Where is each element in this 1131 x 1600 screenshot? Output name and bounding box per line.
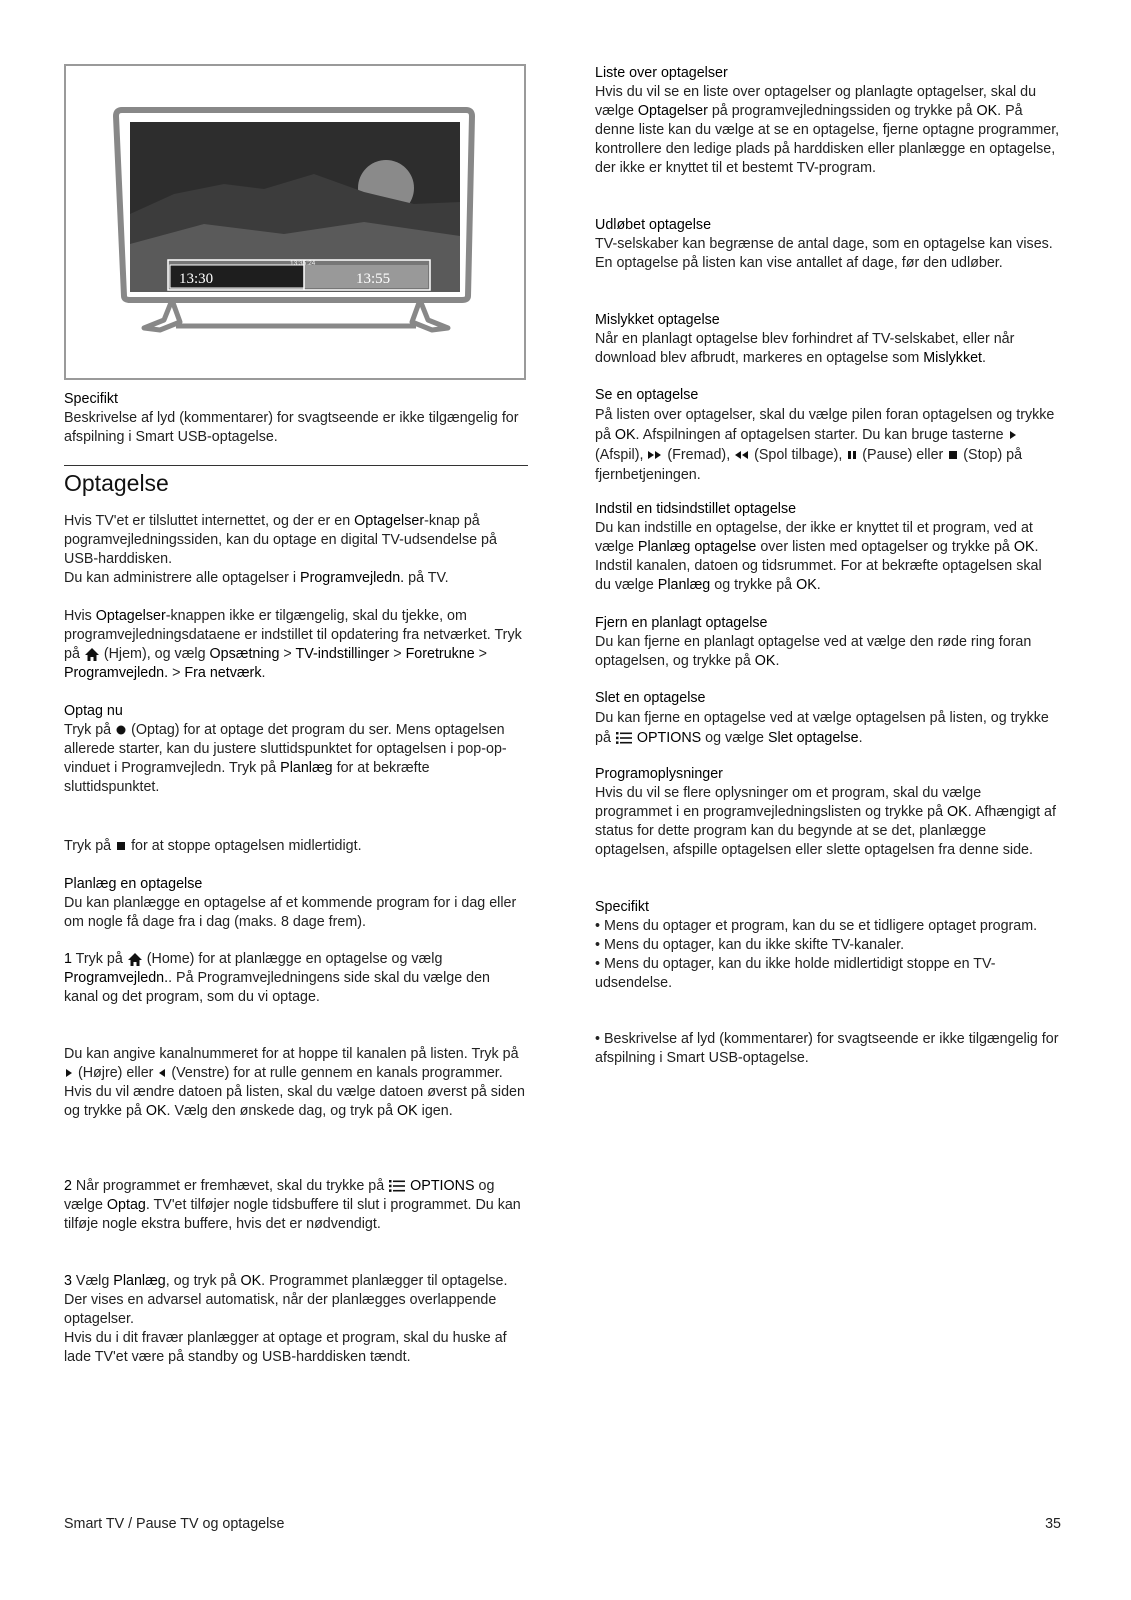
mislykket-heading: Mislykket optagelse: [595, 312, 720, 328]
slet-section: Slet en optagelse Du kan fjerne en optagelse ved at vælge optagelsen på listen, og trykke på OPTIONS og vælge Slet optagelse.: [595, 689, 1061, 748]
page-number: 35: [1045, 1516, 1061, 1532]
indstil-section: Indstil en tidsindstillet optagelse Du kan indstille en optagelse, der ikke er knyttet til et program, ved at vælge Planlæg optagelse over listen med optagelser og trykke på OK. Indstil kanalen, datoen og tidsrummet. For at bekræfte optagelsen skal du vælge Planlæg og trykke på OK.: [595, 500, 1061, 595]
planlaeg-heading: Planlæg en optagelse: [64, 876, 203, 892]
se-heading: Se en optagelse: [595, 387, 699, 403]
footer-breadcrumb: Smart TV / Pause TV og optagelse: [64, 1516, 285, 1532]
pause-icon: [846, 449, 858, 461]
home-icon: [127, 952, 143, 967]
info-section: Programoplysninger Hvis du vil se flere oplysninger om et program, skal du vælge programmet i en programvejledningslisten og trykke på OK. Afhængigt af status for dette program kan du begynde at se det, planlægge optagelsen, afspille optagelsen eller slette optagelsen fra denne side.: [595, 765, 1061, 860]
info-heading: Programoplysninger: [595, 766, 723, 782]
mislykket-section: Mislykket optagelse Når en planlagt optagelse blev forhindret af TV-selskabet, eller når download blev afbrudt, markeres en optagelse som Mislykket.: [595, 311, 1061, 368]
options-icon: [615, 731, 633, 745]
optag-nu-heading: Optag nu: [64, 703, 123, 719]
udlobet-section: Udløbet optagelse TV-selskaber kan begrænse de antal dage, som en optagelse kan vises. En optagelse på listen kan vise antallet af dage, før den udløber.: [595, 216, 1061, 273]
play-icon: [1008, 429, 1018, 441]
intro-paragraph-1: Hvis TV'et er tilsluttet internettet, og der er en Optagelser-knap på pogramvejledningssiden, kan du optage en digital TV-udsendelse på USB-harddisken. Du kan administrere alle optagelser i Programvejledn. på TV.: [64, 513, 497, 586]
intro-paragraph-2: Hvis Optagelser-knappen ikke er tilgængelig, skal du tjekke, om programvejledningsdataene er indstillet til opdatering fra netværket. Tryk på (Hjem), og vælg Opsætning > TV-indstillinger > Foretrukne > Programvejledn. > Fra netværk.: [64, 608, 522, 681]
time-end-label: 13:55: [356, 271, 391, 287]
section-divider: [64, 465, 528, 466]
time-start-label: 13:30: [179, 271, 214, 287]
specifikt-text: Beskrivelse af lyd (kommentarer) for svagtseende er ikke tilgængelig for afspilning i Smart USB-optagelse.: [64, 410, 519, 445]
time-marker-label: 13:35:24: [290, 260, 316, 267]
kanal-paragraph: Du kan angive kanalnummeret for at hoppe til kanalen på listen. Tryk på (Højre) eller (Venstre) for at rulle gennem en kanals programmer. Hvis du vil ændre datoen på listen, skal du vælge datoen øverst på siden og trykke på OK. Vælg den ønskede dag, og tryk på OK igen.: [64, 1046, 525, 1119]
stop-paragraph: Tryk på for at stoppe optagelsen midlertidigt.: [64, 838, 362, 854]
options-icon: [388, 1179, 406, 1193]
fjern-heading: Fjern en planlagt optagelse: [595, 615, 768, 631]
optag-nu-section: Optag nu Tryk på (Optag) for at optage det program du ser. Mens optagelsen allerede starter, kan du justere sluttidspunktet for optagelsen i pop-op-vinduet i Programvejledn. Tryk på Planlæg for at bekræfte sluttidspunktet.: [64, 702, 528, 797]
list-item: • Mens du optager, kan du ikke skifte TV-kanaler.: [595, 937, 905, 953]
list-item: • Mens du optager et program, kan du se et tidligere optaget program.: [595, 918, 1038, 934]
planlaeg-section: Planlæg en optagelse Du kan planlægge en optagelse af et kommende program for i dag eller om nogle få dage fra i dag (maks. 8 dage frem).: [64, 875, 528, 932]
step-3: 3 Vælg Planlæg, og tryk på OK. Programmet planlægger til optagelse. Der vises en advarsel automatisk, når der planlægges overlappende optagelser. Hvis du i dit fravær planlægger at optage et program, skal du huske af lade TV'et være på standby og USB-harddisken tændt.: [64, 1273, 508, 1365]
stop-icon: [947, 449, 959, 461]
page-title: Optagelse: [64, 470, 169, 496]
home-icon: [84, 647, 100, 662]
specifikt-heading: Specifikt: [64, 391, 119, 407]
record-icon: [115, 724, 127, 736]
step-1: 1 Tryk på (Home) for at planlægge en optagelse og vælg Programvejledn.. På Programvejledningens side skal du vælge den kanal og det program, som du vi optage.: [64, 951, 490, 1005]
fjern-section: Fjern en planlagt optagelse Du kan fjerne en planlagt optagelse ved at vælge den røde ring foran optagelsen, og trykke på OK.: [595, 614, 1061, 671]
se-section: Se en optagelse På listen over optagelser, skal du vælge pilen foran optagelsen og trykke på OK. Afspilningen af optagelsen starter. Du kan bruge tasterne (Afspil), (Fremad), (Spol tilbage), (Pause) eller (Stop) på fjernbetjeningen.: [595, 386, 1061, 485]
list-item: • Beskrivelse af lyd (kommentarer) for svagtseende er ikke tilgængelig for afspilning i Smart USB-optagelse.: [595, 1031, 1059, 1066]
tv-illustration-svg: [64, 64, 528, 382]
liste-heading: Liste over optagelser: [595, 65, 728, 81]
fast-forward-icon: [647, 449, 663, 461]
list-item: • Mens du optager, kan du ikke holde midlertidigt stoppe en TV-udsendelse.: [595, 956, 996, 991]
right-arrow-icon: [64, 1067, 74, 1079]
left-arrow-icon: [157, 1067, 167, 1079]
tv-illustration: [64, 64, 528, 382]
stop-icon: [115, 840, 127, 852]
slet-heading: Slet en optagelse: [595, 690, 706, 706]
programvejledn-term: Programvejledn.: [300, 570, 405, 586]
optagelser-term: Optagelser: [354, 513, 425, 529]
liste-section: Liste over optagelser Hvis du vil se en liste over optagelser og planlagte optagelser, skal du vælge Optagelser på programvejledningssiden og trykke på OK. På denne liste kan du vælge at se en optagelse, fjerne optagne programmer, kontrollere den ledige plads på harddisken eller planlægge en optagelse, der ikke er knyttet til et bestemt TV-program.: [595, 65, 1060, 176]
step-2: 2 Når programmet er fremhævet, skal du trykke på OPTIONS og vælge Optag. TV'et tilføjer nogle tidsbuffere til slut i programmet. Du kan tilføje nogle ekstra buffere, hvis det er nødvendigt.: [64, 1178, 521, 1232]
specifikt-heading: Specifikt: [595, 899, 650, 915]
indstil-heading: Indstil en tidsindstillet optagelse: [595, 501, 797, 517]
specifikt-section-left: [64, 390, 528, 447]
specifikt-bullet-4: [595, 1030, 1061, 1068]
rewind-icon: [734, 449, 750, 461]
specifikt-section-right: [595, 898, 1061, 993]
udlobet-heading: Udløbet optagelse: [595, 217, 712, 233]
